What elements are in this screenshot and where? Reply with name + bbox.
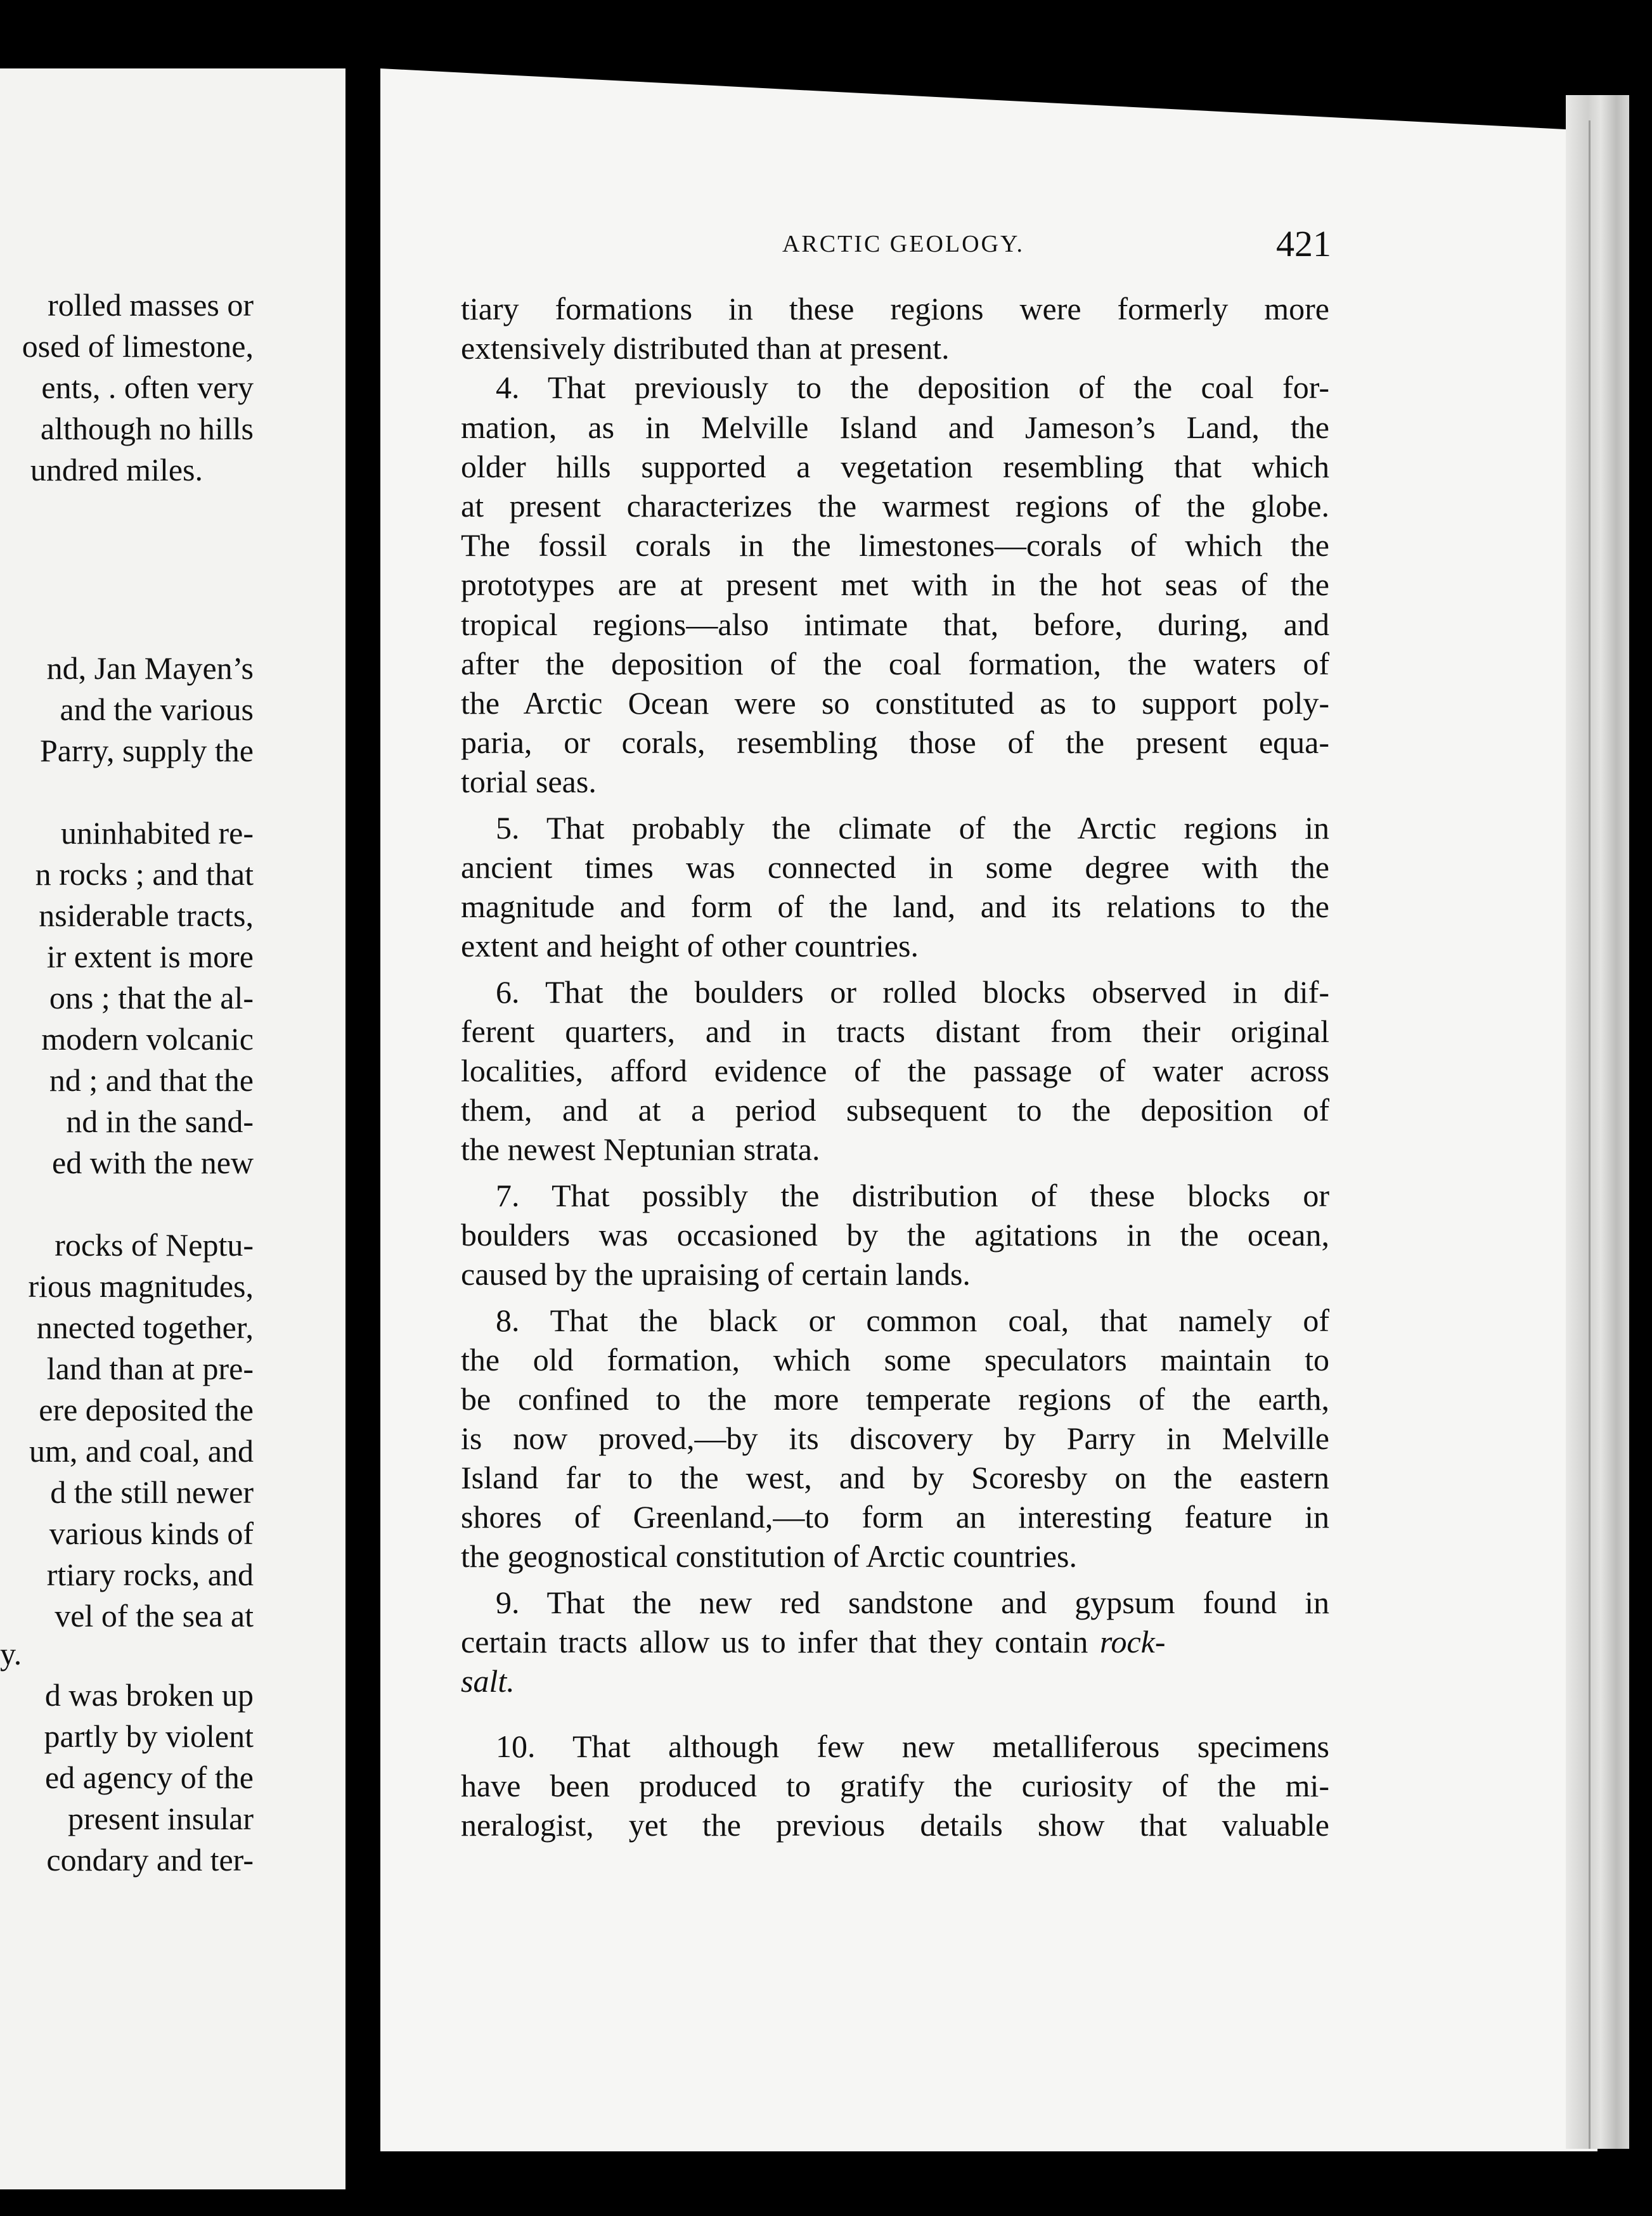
text-line: is now proved,—by its discovery by Parry in Melville (461, 1420, 1329, 1456)
italic-word: salt. (461, 1663, 515, 1699)
text-line (461, 1659, 1329, 1703)
text-line: tiary formations in these regions were formerly more (461, 291, 1329, 326)
text-line: at present characterizes the warmest regions of the globe. (461, 488, 1329, 524)
text-line: extensively distributed than at present. (461, 330, 950, 366)
left-line: condary and ter- (46, 1842, 254, 1878)
text-line: older hills supported a vegetation resembling that which (461, 449, 1329, 484)
text-line: the newest Neptunian strata. (461, 1131, 820, 1167)
italic-word: rock- (1099, 1624, 1166, 1659)
text-line: 7. That possibly the distribution of these blocks or (496, 1178, 1329, 1213)
left-line: although no hills (40, 411, 254, 446)
left-line: nd in the sand- (66, 1104, 254, 1139)
page-number: 421 (1276, 223, 1331, 264)
left-line: ere deposited the (39, 1392, 254, 1427)
left-line: d was broken up (44, 1677, 254, 1713)
text-line: localities, afford evidence of the passage of water across (461, 1053, 1329, 1088)
left-line: present insular (68, 1801, 254, 1836)
text-line: have been produced to gratify the curiosity of the mi- (461, 1768, 1329, 1803)
page-edge-line (1589, 120, 1591, 2149)
page-edges (1566, 95, 1629, 2149)
left-line: ents, . often very (41, 370, 254, 405)
text-line: 4. That previously to the deposition of the coal for- (496, 370, 1329, 405)
text-line: mation, as in Melville Island and Jameson’s Land, the (461, 409, 1329, 445)
left-line: vel of the sea at (55, 1598, 254, 1633)
text-line: neralogist, yet the previous details show that valuable (461, 1807, 1329, 1843)
left-line: osed of limestone, (22, 328, 254, 364)
left-line: y. (0, 1636, 22, 1672)
text-line: them, and at a period subsequent to the deposition of (461, 1092, 1329, 1128)
left-line: various kinds of (49, 1516, 254, 1551)
left-line: ir extent is more (46, 939, 254, 974)
left-line: n rocks ; and that (35, 856, 254, 892)
text-line: boulders was occasioned by the agitations in the ocean, (461, 1217, 1329, 1253)
left-line: modern volcanic (41, 1021, 254, 1057)
left-line: nd ; and that the (49, 1062, 254, 1098)
left-line: uninhabited re- (60, 815, 254, 851)
text-line: shores of Greenland,—to form an interesting feature in (461, 1499, 1329, 1535)
left-line: partly by violent (44, 1718, 254, 1754)
text-line: 8. That the black or common coal, that namely of (496, 1303, 1329, 1338)
text-line: caused by the upraising of certain lands. (461, 1256, 971, 1292)
text-line: the old formation, which some speculators maintain to (461, 1342, 1329, 1377)
text-line: ferent quarters, and in tracts distant from their original (461, 1014, 1329, 1049)
text-line: after the deposition of the coal formation, the waters of (461, 646, 1329, 681)
text-line: 9. That the new red sandstone and gypsum found in (496, 1585, 1329, 1620)
text-line: 6. That the boulders or rolled blocks observed in dif- (496, 974, 1329, 1010)
left-line: ed agency of the (44, 1760, 254, 1795)
left-line: and the various (60, 692, 254, 727)
left-line: ons ; that the al- (49, 980, 254, 1015)
text-segment: certain tracts allow us to infer that they contain (461, 1624, 1088, 1659)
text-line: the Arctic Ocean were so constituted as to support poly- (461, 685, 1329, 721)
left-line: land than at pre- (46, 1351, 254, 1386)
left-line: nnected together, (36, 1310, 254, 1345)
left-line: rious magnitudes, (28, 1268, 254, 1304)
text-line: 10. That although few new metalliferous specimens (496, 1729, 1329, 1764)
book-gutter (345, 63, 380, 2193)
left-line: nd, Jan Mayen’s (46, 650, 254, 686)
text-line: magnitude and form of the land, and its relations to the (461, 889, 1329, 924)
left-line: rtiary rocks, and (46, 1557, 254, 1592)
left-line: rocks of Neptu- (55, 1227, 254, 1263)
text-line: be confined to the more temperate regions of the earth, (461, 1381, 1329, 1417)
left-line: nsiderable tracts, (39, 898, 254, 933)
text-line (461, 1620, 1329, 1663)
text-line: Island far to the west, and by Scoresby on the eastern (461, 1460, 1329, 1495)
left-line: undred miles. (30, 452, 203, 487)
text-line: tropical regions—also intimate that, before, during, and (461, 607, 1329, 642)
text-line: ancient times was connected in some degree with the (461, 849, 1329, 885)
text-line: prototypes are at present met with in the hot seas of the (461, 567, 1329, 602)
left-line: um, and coal, and (29, 1433, 254, 1469)
left-line: ed with the new (52, 1145, 254, 1180)
text-line: 5. That probably the climate of the Arctic regions in (496, 810, 1329, 846)
text-line: the geognostical constitution of Arctic countries. (461, 1538, 1077, 1574)
left-line: rolled masses or (48, 287, 254, 323)
text-line: torial seas. (461, 764, 597, 799)
left-line: d the still newer (50, 1474, 254, 1510)
text-line: The fossil corals in the limestones—corals of which the (461, 527, 1329, 563)
text-line: extent and height of other countries. (461, 928, 919, 963)
left-line: Parry, supply the (40, 733, 254, 768)
text-line: paria, or corals, resembling those of the present equa- (461, 725, 1329, 760)
running-header: ARCTIC GEOLOGY. (782, 231, 1025, 257)
